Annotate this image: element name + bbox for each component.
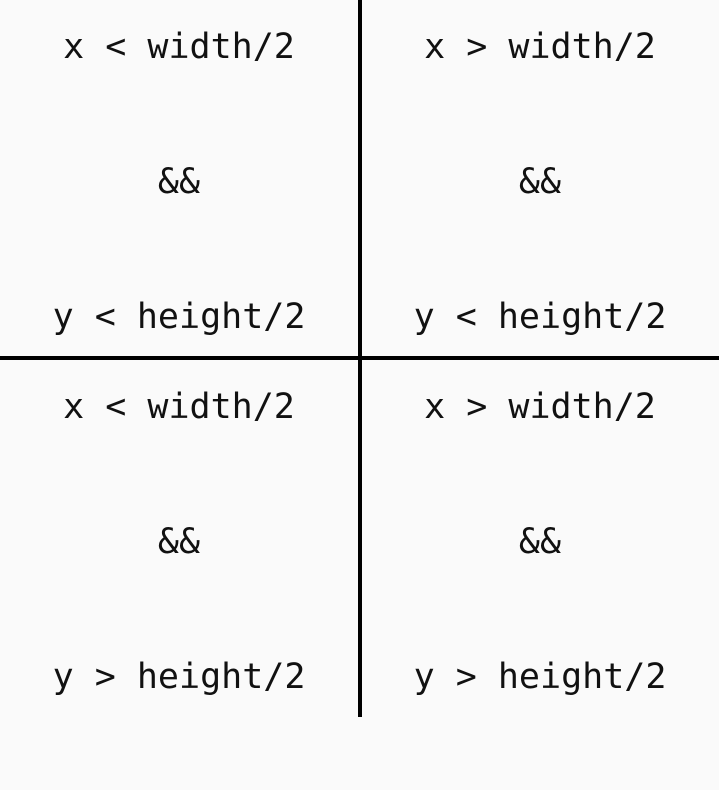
x-condition: x > width/2 bbox=[424, 27, 656, 67]
x-condition: x < width/2 bbox=[63, 387, 295, 427]
y-condition: y < height/2 bbox=[413, 297, 667, 337]
and-operator: && bbox=[157, 522, 201, 562]
quadrant-bottom-right bbox=[361, 360, 719, 717]
and-operator: && bbox=[157, 162, 201, 202]
y-condition: y < height/2 bbox=[52, 297, 306, 337]
and-operator: && bbox=[518, 162, 562, 202]
x-condition: x < width/2 bbox=[63, 27, 295, 67]
y-condition: y > height/2 bbox=[52, 657, 306, 697]
condition-text bbox=[414, 295, 667, 790]
y-condition: y > height/2 bbox=[413, 657, 667, 697]
x-condition: x > width/2 bbox=[424, 387, 656, 427]
condition-text bbox=[53, 295, 306, 790]
and-operator: && bbox=[518, 522, 562, 562]
horizontal-divider bbox=[0, 356, 719, 360]
quadrant-bottom-left bbox=[0, 360, 358, 717]
